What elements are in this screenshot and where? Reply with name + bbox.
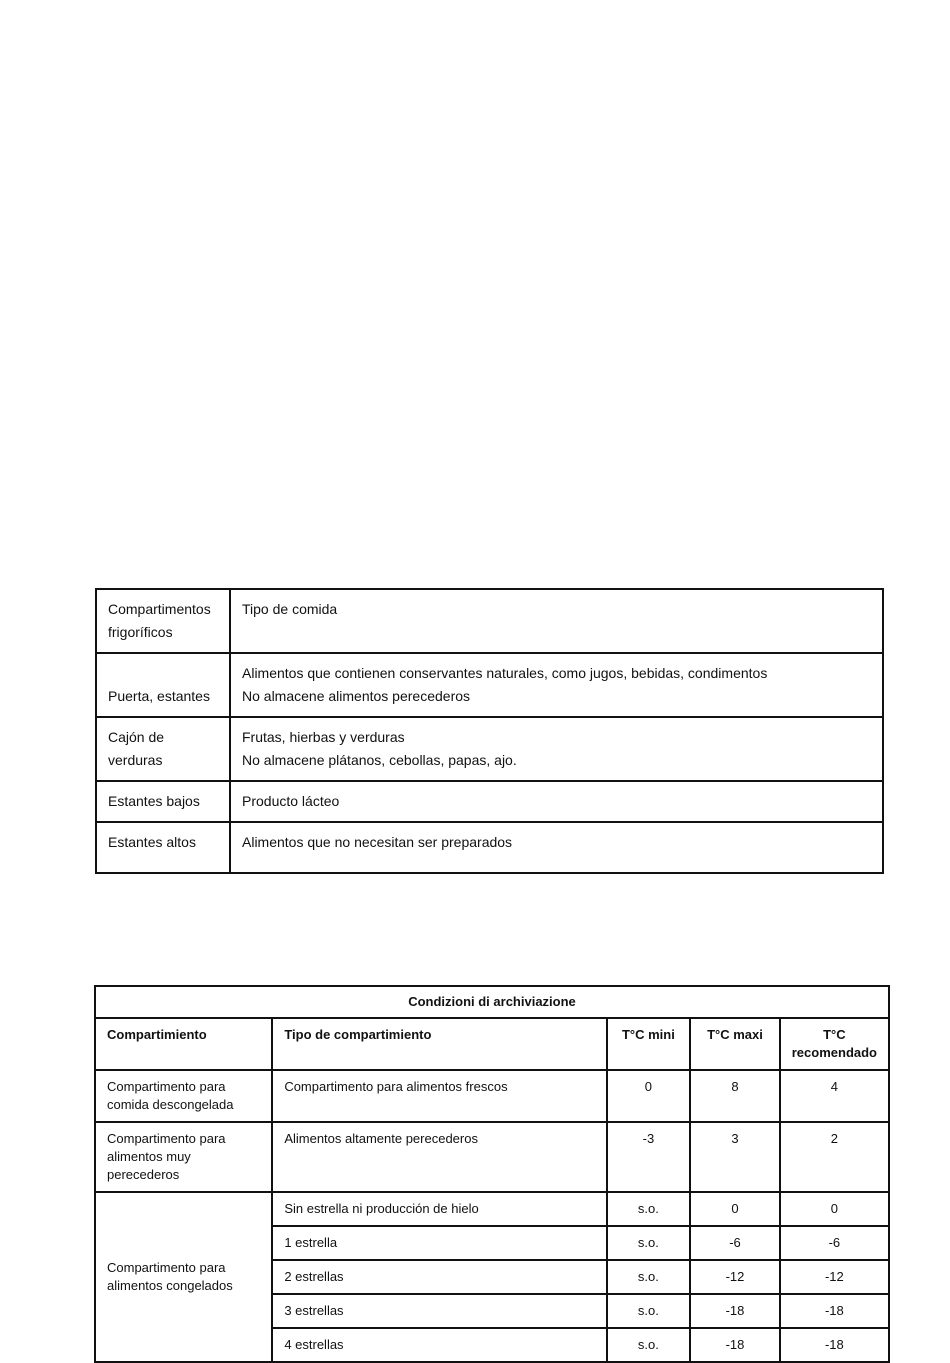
compartment-cell: Compartimento para alimentos muy perecederos xyxy=(95,1122,272,1192)
food-line: Alimentos que no necesitan ser preparados xyxy=(242,834,513,850)
temp-max-cell: 3 xyxy=(690,1122,780,1192)
table-row xyxy=(96,822,883,873)
food-cell xyxy=(230,781,883,822)
temp-min-cell: s.o. xyxy=(607,1294,691,1328)
header-temp-min: T°C mini xyxy=(607,1018,691,1070)
food-line: Producto lácteo xyxy=(242,793,340,809)
temp-rec-cell: 0 xyxy=(780,1192,889,1226)
food-cell xyxy=(230,653,883,717)
type-cell: Alimentos altamente perecederos xyxy=(272,1122,606,1192)
temp-max-cell: -18 xyxy=(690,1294,780,1328)
table-title: Condizioni di archiviazione xyxy=(95,986,889,1018)
type-cell: 1 estrella xyxy=(272,1226,606,1260)
temp-min-cell: -3 xyxy=(607,1122,691,1192)
fridge-compartments-table xyxy=(95,588,884,874)
storage-conditions-table xyxy=(94,985,890,1363)
temp-max-cell: -12 xyxy=(690,1260,780,1294)
food-line: Frutas, hierbas y verduras xyxy=(242,729,405,745)
temp-min-cell: s.o. xyxy=(607,1328,691,1362)
temp-min-cell: 0 xyxy=(607,1070,691,1122)
type-cell: 3 estrellas xyxy=(272,1294,606,1328)
compartment-cell: Compartimento para alimentos congelados xyxy=(95,1192,272,1362)
type-cell: 2 estrellas xyxy=(272,1260,606,1294)
temp-max-cell: -6 xyxy=(690,1226,780,1260)
food-cell xyxy=(230,822,883,873)
temp-rec-cell: -18 xyxy=(780,1328,889,1362)
temp-rec-cell: -6 xyxy=(780,1226,889,1260)
temp-rec-cell: 2 xyxy=(780,1122,889,1192)
table-row xyxy=(95,1122,889,1192)
header-compartment: Compartimiento xyxy=(95,1018,272,1070)
temp-min-cell: s.o. xyxy=(607,1192,691,1226)
table-header-row xyxy=(95,1018,889,1070)
food-line: No almacene alimentos perecederos xyxy=(242,688,471,704)
compartment-cell: Estantes bajos xyxy=(96,781,230,822)
table-header-row xyxy=(96,589,883,653)
type-cell: Sin estrella ni producción de hielo xyxy=(272,1192,606,1226)
header-food-type: Tipo de comida xyxy=(230,589,883,653)
table-row xyxy=(96,781,883,822)
food-line: No almacene plátanos, cebollas, papas, ajo. xyxy=(242,752,517,768)
type-cell: 4 estrellas xyxy=(272,1328,606,1362)
compartment-cell: Puerta, estantes xyxy=(96,653,230,717)
compartment-cell: Cajón de verduras xyxy=(96,717,230,781)
food-cell xyxy=(230,717,883,781)
table-row xyxy=(96,653,883,717)
temp-max-cell: 0 xyxy=(690,1192,780,1226)
temp-max-cell: 8 xyxy=(690,1070,780,1122)
table-row xyxy=(96,717,883,781)
compartment-cell: Compartimento para comida descongelada xyxy=(95,1070,272,1122)
table-row xyxy=(95,1070,889,1122)
temp-rec-cell: 4 xyxy=(780,1070,889,1122)
temp-min-cell: s.o. xyxy=(607,1260,691,1294)
type-cell: Compartimento para alimentos frescos xyxy=(272,1070,606,1122)
temp-min-cell: s.o. xyxy=(607,1226,691,1260)
food-line: Alimentos que contienen conservantes naturales, como jugos, bebidas, condimentos xyxy=(242,665,768,681)
table-row xyxy=(95,1192,889,1226)
header-temp-recommended: T°C recomendado xyxy=(780,1018,889,1070)
temp-max-cell: -18 xyxy=(690,1328,780,1362)
compartment-cell: Estantes altos xyxy=(96,822,230,873)
temp-rec-cell: -18 xyxy=(780,1294,889,1328)
header-compartment-type: Tipo de compartimiento xyxy=(272,1018,606,1070)
header-temp-max: T°C maxi xyxy=(690,1018,780,1070)
temp-rec-cell: -12 xyxy=(780,1260,889,1294)
header-compartments: Compartimentos frigoríficos xyxy=(96,589,230,653)
table-title-row xyxy=(95,986,889,1018)
